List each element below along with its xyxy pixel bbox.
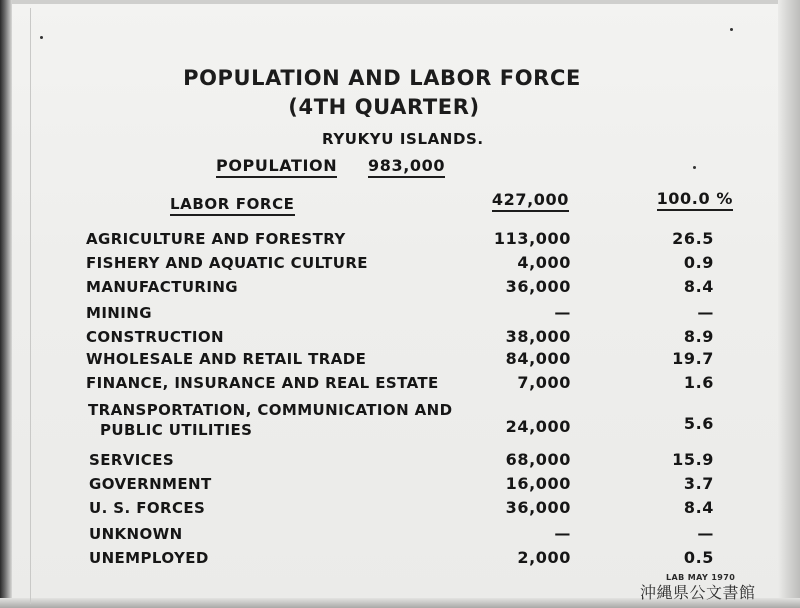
row-percent: 0.5 <box>683 548 714 567</box>
row-value: 2,000 <box>517 548 571 567</box>
row-value: — <box>554 524 571 543</box>
row-label: FISHERY AND AQUATIC CULTURE <box>86 254 368 272</box>
population-value: 983,000 <box>368 156 445 178</box>
row-percent: 1.6 <box>683 373 714 392</box>
dust-speck <box>40 36 43 39</box>
dust-speck <box>730 28 733 31</box>
row-percent: 8.4 <box>683 498 714 517</box>
labor-force-value: 427,000 <box>492 190 569 212</box>
row-label-continued: PUBLIC UTILITIES <box>100 421 253 439</box>
row-label: GOVERNMENT <box>89 475 212 493</box>
row-value: 7,000 <box>517 373 571 392</box>
table-row <box>0 373 800 397</box>
table-row <box>0 498 800 522</box>
row-value: 84,000 <box>505 349 571 368</box>
row-percent: 0.9 <box>683 253 714 272</box>
row-percent: — <box>697 303 714 322</box>
labor-force-label: LABOR FORCE <box>170 195 295 216</box>
row-label: CONSTRUCTION <box>86 328 225 346</box>
row-value: 38,000 <box>505 327 571 346</box>
row-value: 36,000 <box>505 277 571 296</box>
labor-force-percent: 100.0 % <box>657 189 733 211</box>
table-row <box>0 229 800 253</box>
row-value: 24,000 <box>505 417 571 436</box>
title-line-2: (4TH QUARTER) <box>288 95 480 119</box>
row-label: FINANCE, INSURANCE AND REAL ESTATE <box>86 374 439 392</box>
population-label: POPULATION <box>216 156 337 178</box>
row-label: SERVICES <box>89 451 175 469</box>
row-percent: 8.4 <box>683 277 714 296</box>
table-row <box>0 524 800 548</box>
table-row <box>0 277 800 301</box>
row-value: 16,000 <box>505 474 571 493</box>
row-percent: 3.7 <box>683 474 714 493</box>
subtitle: RYUKYU ISLANDS. <box>322 130 484 148</box>
row-label: MANUFACTURING <box>86 278 239 296</box>
row-label: U. S. FORCES <box>89 499 206 517</box>
row-value: 36,000 <box>505 498 571 517</box>
title-line-1: POPULATION AND LABOR FORCE <box>183 66 581 90</box>
row-label: MINING <box>86 304 152 322</box>
archive-watermark: 沖縄県公文書館 <box>640 583 756 602</box>
photo-top-edge <box>0 0 800 4</box>
dust-speck <box>693 166 696 169</box>
row-label: UNKNOWN <box>89 525 183 543</box>
table-row <box>0 548 800 572</box>
row-percent: 19.7 <box>672 349 714 368</box>
table-row <box>0 450 800 474</box>
row-label: UNEMPLOYED <box>89 549 209 567</box>
row-percent: 5.6 <box>683 414 714 433</box>
row-percent: 15.9 <box>672 450 714 469</box>
row-value: 113,000 <box>493 229 571 248</box>
table-row <box>0 303 800 327</box>
row-percent: 26.5 <box>672 229 714 248</box>
table-row <box>0 253 800 277</box>
table-row <box>0 349 800 373</box>
row-label: WHOLESALE AND RETAIL TRADE <box>86 350 367 368</box>
row-value: 68,000 <box>505 450 571 469</box>
row-label: AGRICULTURE AND FORESTRY <box>86 230 346 248</box>
row-label: TRANSPORTATION, COMMUNICATION AND <box>88 401 453 419</box>
row-percent: — <box>697 524 714 543</box>
table-row <box>0 327 800 351</box>
date-stamp: LAB MAY 1970 <box>666 573 736 582</box>
row-value: 4,000 <box>517 253 571 272</box>
row-value: — <box>554 303 571 322</box>
table-row <box>0 400 800 444</box>
table-row <box>0 474 800 498</box>
row-percent: 8.9 <box>683 327 714 346</box>
